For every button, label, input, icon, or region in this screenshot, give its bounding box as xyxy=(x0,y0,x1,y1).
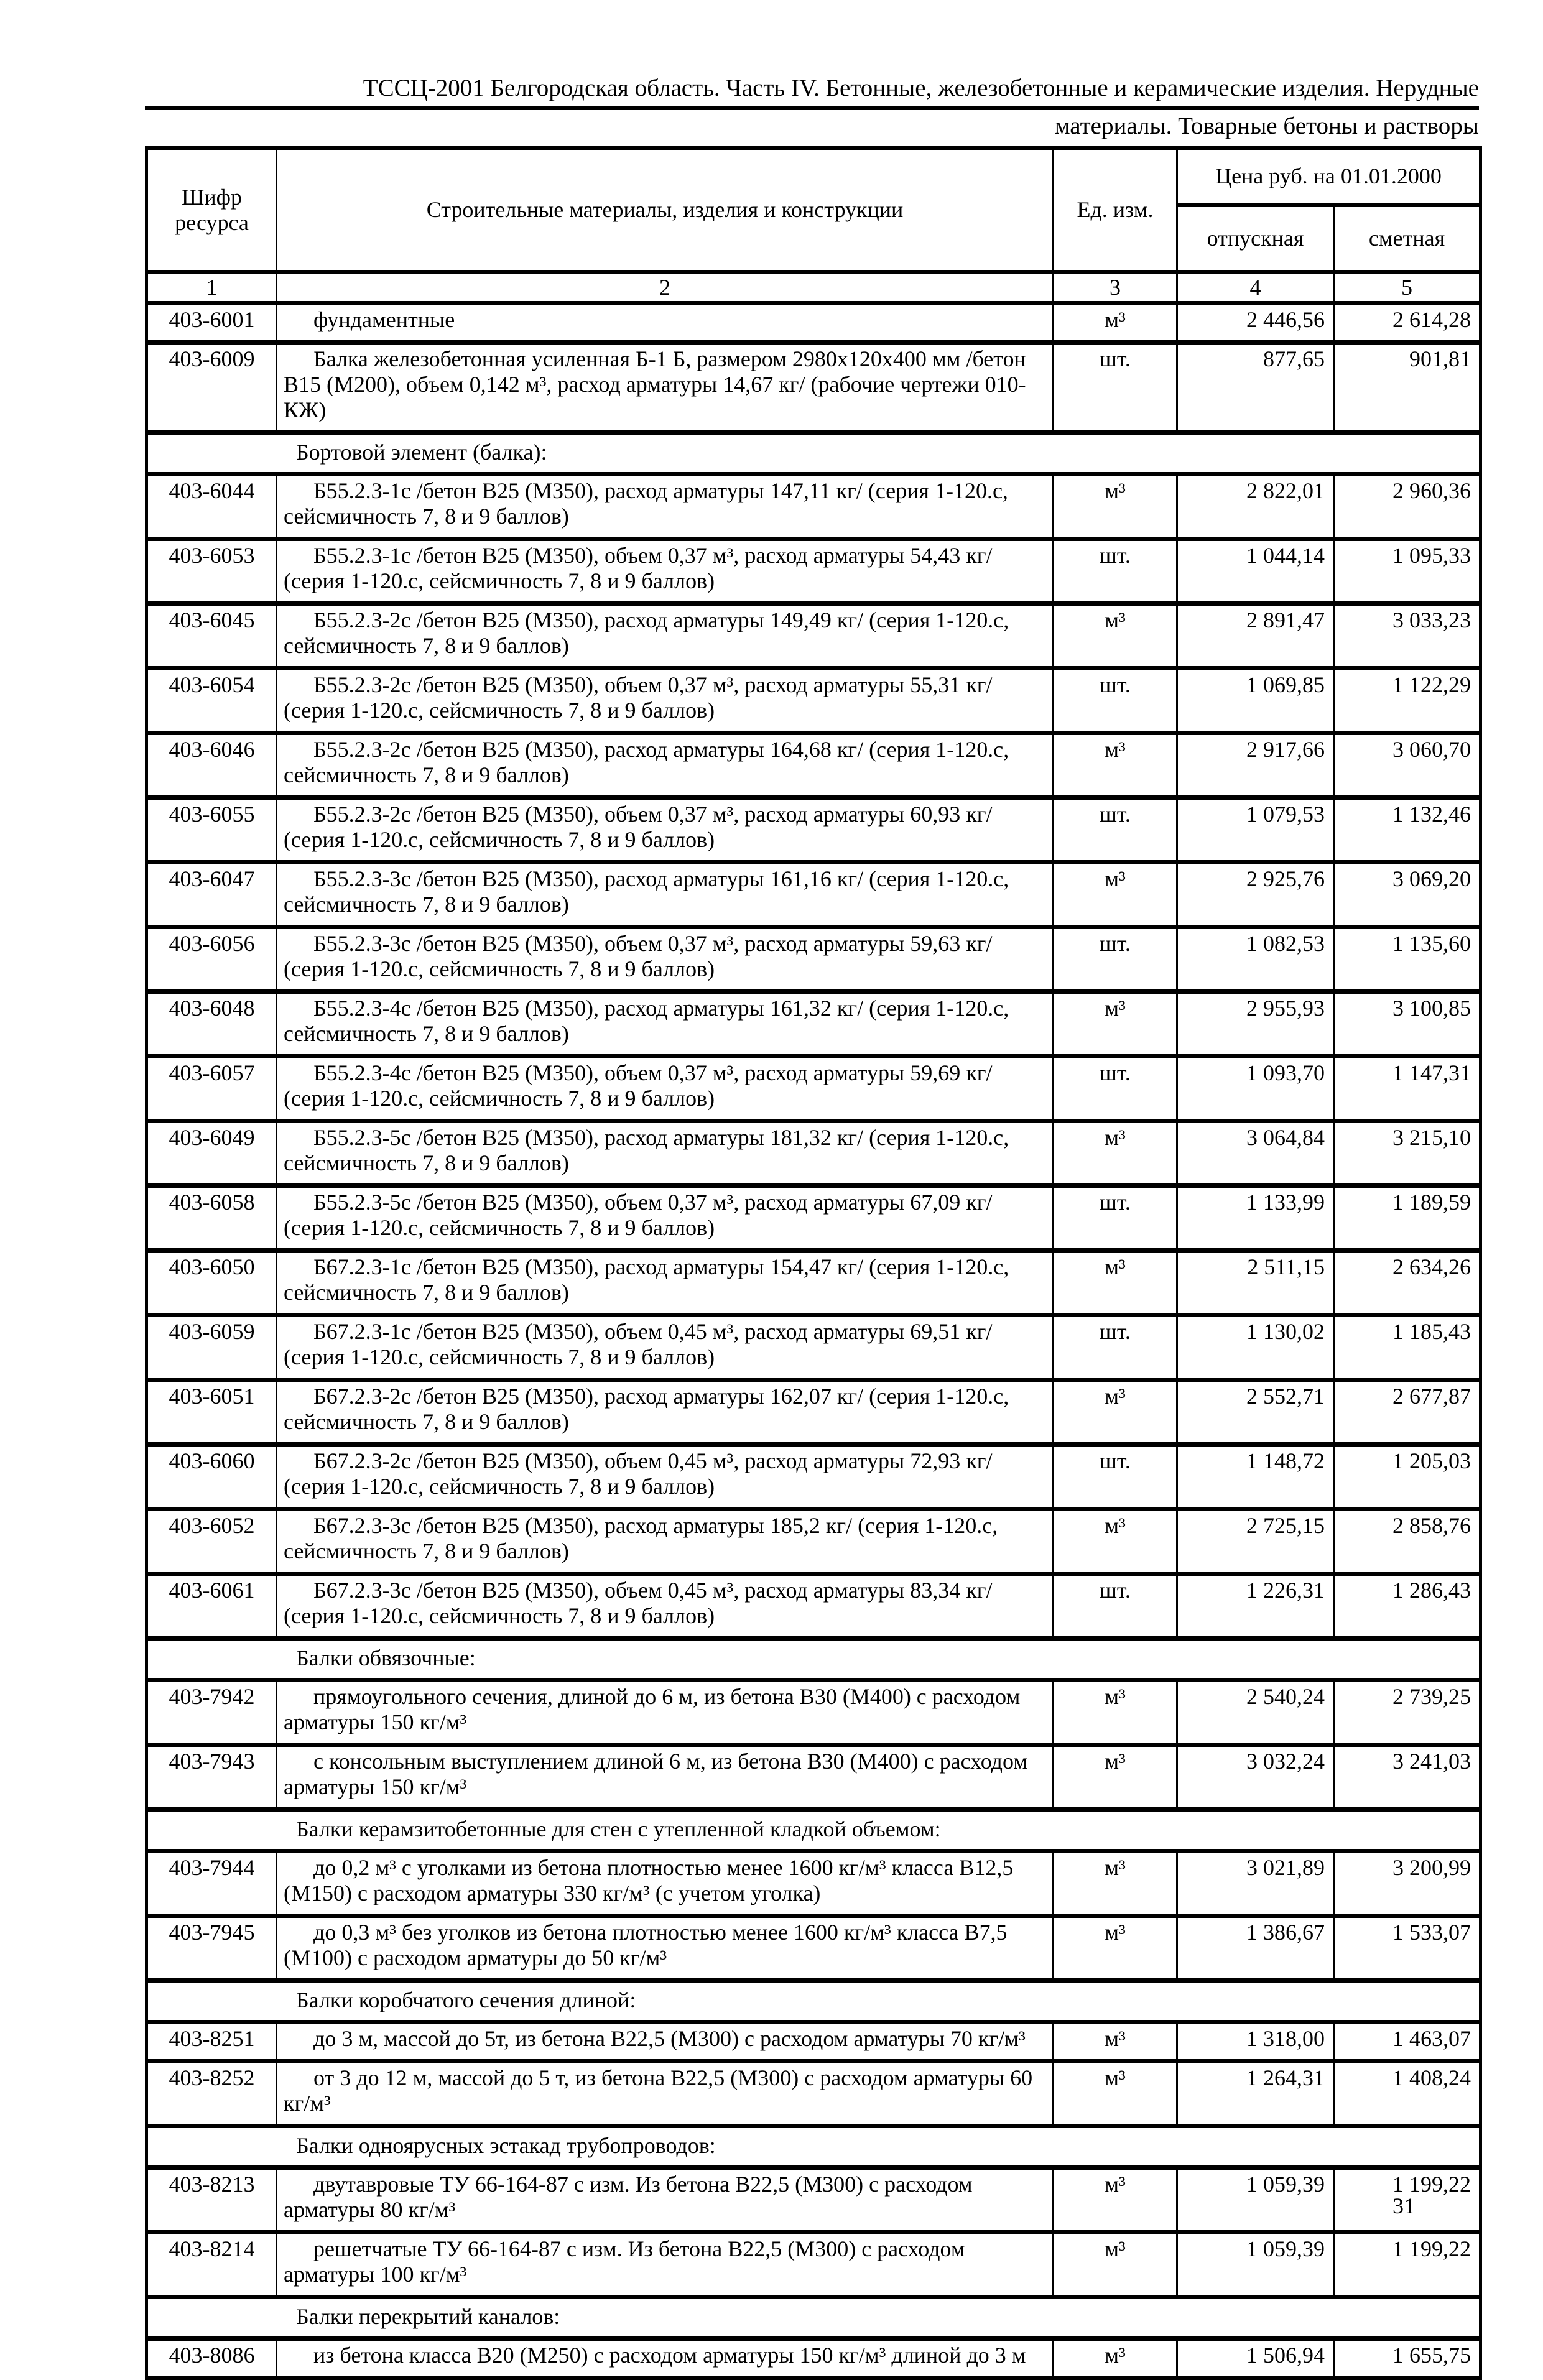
col-header-unit: Ед. изм. xyxy=(1054,148,1177,272)
item-description: Б67.2.3-3с /бетон В25 (М350), расход арматуры 185,2 кг/ (серия 1-120.с, сейсмичность 7, 8 и 9 баллов) xyxy=(277,1509,1054,1574)
table-row xyxy=(147,1851,1481,1916)
section-title: Бортовой элемент (балка): xyxy=(147,433,1481,475)
price-estimate: 1 205,03 xyxy=(1334,1445,1481,1509)
unit-of-measure: м³ xyxy=(1054,1509,1177,1574)
price-selling: 1 059,39 xyxy=(1177,2233,1334,2297)
table-row xyxy=(147,539,1481,604)
resource-code: 403-6048 xyxy=(147,992,277,1057)
table-row xyxy=(147,303,1481,343)
unit-of-measure: шт. xyxy=(1054,343,1177,433)
price-table xyxy=(145,146,1482,2380)
column-number-4: 4 xyxy=(1177,272,1334,303)
column-number-row xyxy=(147,272,1481,303)
price-estimate: 1 199,22 xyxy=(1334,2233,1481,2297)
resource-code: 403-7945 xyxy=(147,1916,277,1981)
doc-title-line2: материалы. Товарные бетоны и растворы xyxy=(1054,113,1479,139)
resource-code: 403-6009 xyxy=(147,343,277,433)
unit-of-measure: м³ xyxy=(1054,2339,1177,2378)
resource-code: 403-6052 xyxy=(147,1509,277,1574)
price-estimate: 3 060,70 xyxy=(1334,733,1481,798)
table-row xyxy=(147,1574,1481,1639)
table-row xyxy=(147,1121,1481,1186)
price-selling: 1 130,02 xyxy=(1177,1315,1334,1380)
table-row xyxy=(147,604,1481,669)
col-header-price-selling: отпускная xyxy=(1177,205,1334,272)
resource-code: 403-8086 xyxy=(147,2339,277,2378)
section-row xyxy=(147,1981,1481,2022)
price-estimate: 1 135,60 xyxy=(1334,927,1481,992)
price-estimate: 2 634,26 xyxy=(1334,1251,1481,1315)
item-description: Б55.2.3-5с /бетон В25 (М350), объем 0,37 м³, расход арматуры 67,09 кг/ (серия 1-120.с, сейсмичность 7, 8 и 9 баллов) xyxy=(277,1186,1054,1251)
resource-code: 403-6060 xyxy=(147,1445,277,1509)
price-selling: 2 552,71 xyxy=(1177,1380,1334,1445)
unit-of-measure: м³ xyxy=(1054,1851,1177,1916)
resource-code: 403-6059 xyxy=(147,1315,277,1380)
item-description: Б55.2.3-2с /бетон В25 (М350), расход арматуры 164,68 кг/ (серия 1-120.с, сейсмичность 7, 8 и 9 баллов) xyxy=(277,733,1054,798)
price-estimate: 2 960,36 xyxy=(1334,475,1481,539)
table-row xyxy=(147,2233,1481,2297)
item-description: от 3 до 12 м, массой до 5 т, из бетона В22,5 (М300) с расходом арматуры 60 кг/м³ xyxy=(277,2062,1054,2126)
section-title: Балки перекрытий каналов: xyxy=(147,2297,1481,2339)
unit-of-measure: м³ xyxy=(1054,2168,1177,2233)
table-row xyxy=(147,669,1481,733)
price-selling: 2 725,15 xyxy=(1177,1509,1334,1574)
unit-of-measure: шт. xyxy=(1054,1057,1177,1121)
unit-of-measure: м³ xyxy=(1054,1251,1177,1315)
column-number-2: 2 xyxy=(277,272,1054,303)
section-title: Балки коробчатого сечения длиной: xyxy=(147,1981,1481,2022)
price-estimate: 1 132,46 xyxy=(1334,798,1481,863)
price-estimate: 1 199,22 xyxy=(1334,2168,1481,2233)
price-estimate: 1 189,59 xyxy=(1334,1186,1481,1251)
resource-code: 403-6058 xyxy=(147,1186,277,1251)
unit-of-measure: м³ xyxy=(1054,733,1177,798)
unit-of-measure: м³ xyxy=(1054,1745,1177,1810)
col-header-price-estimate: сметная xyxy=(1334,205,1481,272)
price-selling: 2 822,01 xyxy=(1177,475,1334,539)
unit-of-measure: м³ xyxy=(1054,475,1177,539)
section-row xyxy=(147,1639,1481,1680)
resource-code: 403-6051 xyxy=(147,1380,277,1445)
col-header-name: Строительные материалы, изделия и конструкции xyxy=(277,148,1054,272)
section-row xyxy=(147,2297,1481,2339)
table-header xyxy=(147,148,1481,303)
table-row xyxy=(147,1916,1481,1981)
price-selling: 1 226,31 xyxy=(1177,1574,1334,1639)
price-estimate: 3 200,99 xyxy=(1334,1851,1481,1916)
page-number: 31 xyxy=(1392,2193,1415,2218)
resource-code: 403-6045 xyxy=(147,604,277,669)
resource-code: 403-6056 xyxy=(147,927,277,992)
item-description: с консольным выступлением длиной 6 м, из бетона В30 (М400) с расходом арматуры 150 кг/м³ xyxy=(277,1745,1054,1810)
price-selling: 1 318,00 xyxy=(1177,2022,1334,2062)
section-row xyxy=(147,433,1481,475)
item-description: Б67.2.3-3с /бетон В25 (М350), объем 0,45 м³, расход арматуры 83,34 кг/ (серия 1-120.с, сейсмичность 7, 8 и 9 баллов) xyxy=(277,1574,1054,1639)
doc-header xyxy=(145,73,1479,141)
price-estimate: 3 241,03 xyxy=(1334,1745,1481,1810)
price-estimate: 3 069,20 xyxy=(1334,863,1481,927)
price-selling: 2 446,56 xyxy=(1177,303,1334,343)
price-selling: 2 917,66 xyxy=(1177,733,1334,798)
price-estimate: 901,81 xyxy=(1334,343,1481,433)
unit-of-measure: м³ xyxy=(1054,1121,1177,1186)
price-estimate: 1 147,31 xyxy=(1334,1057,1481,1121)
price-selling: 877,65 xyxy=(1177,343,1334,433)
price-selling: 2 891,47 xyxy=(1177,604,1334,669)
item-description: Б55.2.3-3с /бетон В25 (М350), расход арматуры 161,16 кг/ (серия 1-120.с, сейсмичность 7, 8 и 9 баллов) xyxy=(277,863,1054,927)
unit-of-measure: шт. xyxy=(1054,539,1177,604)
table-row xyxy=(147,992,1481,1057)
unit-of-measure: шт. xyxy=(1054,798,1177,863)
unit-of-measure: м³ xyxy=(1054,1380,1177,1445)
price-estimate: 1 463,07 xyxy=(1334,2022,1481,2062)
table-row xyxy=(147,2022,1481,2062)
table-row xyxy=(147,1315,1481,1380)
table-row xyxy=(147,2168,1481,2233)
item-description: из бетона класса В20 (М250) с расходом арматуры 150 кг/м³ длиной до 3 м xyxy=(277,2339,1054,2378)
price-selling: 2 955,93 xyxy=(1177,992,1334,1057)
page-content xyxy=(145,73,1479,2380)
price-estimate: 2 677,87 xyxy=(1334,1380,1481,1445)
resource-code: 403-6061 xyxy=(147,1574,277,1639)
price-selling: 1 093,70 xyxy=(1177,1057,1334,1121)
column-number-3: 3 xyxy=(1054,272,1177,303)
price-estimate: 3 215,10 xyxy=(1334,1121,1481,1186)
item-description: Б55.2.3-1с /бетон В25 (М350), объем 0,37 м³, расход арматуры 54,43 кг/ (серия 1-120.с, сейсмичность 7, 8 и 9 баллов) xyxy=(277,539,1054,604)
unit-of-measure: шт. xyxy=(1054,1574,1177,1639)
resource-code: 403-7943 xyxy=(147,1745,277,1810)
price-selling: 1 386,67 xyxy=(1177,1916,1334,1981)
resource-code: 403-6054 xyxy=(147,669,277,733)
price-selling: 1 069,85 xyxy=(1177,669,1334,733)
resource-code: 403-6050 xyxy=(147,1251,277,1315)
section-title: Балки одноярусных эстакад трубопроводов: xyxy=(147,2126,1481,2168)
table-row xyxy=(147,1057,1481,1121)
resource-code: 403-6057 xyxy=(147,1057,277,1121)
price-selling: 3 021,89 xyxy=(1177,1851,1334,1916)
table-row xyxy=(147,2339,1481,2378)
price-estimate: 1 095,33 xyxy=(1334,539,1481,604)
table-row xyxy=(147,1445,1481,1509)
unit-of-measure: м³ xyxy=(1054,863,1177,927)
item-description: Б55.2.3-4с /бетон В25 (М350), объем 0,37 м³, расход арматуры 59,69 кг/ (серия 1-120.с, сейсмичность 7, 8 и 9 баллов) xyxy=(277,1057,1054,1121)
price-estimate: 2 614,28 xyxy=(1334,303,1481,343)
item-description: Б55.2.3-2с /бетон В25 (М350), объем 0,37 м³, расход арматуры 55,31 кг/ (серия 1-120.с, сейсмичность 7, 8 и 9 баллов) xyxy=(277,669,1054,733)
section-title: Балки керамзитобетонные для стен с утепленной кладкой объемом: xyxy=(147,1810,1481,1851)
resource-code: 403-7944 xyxy=(147,1851,277,1916)
price-estimate: 1 655,75 xyxy=(1334,2339,1481,2378)
unit-of-measure: шт. xyxy=(1054,1186,1177,1251)
item-description: двутавровые ТУ 66-164-87 с изм. Из бетона В22,5 (М300) с расходом арматуры 80 кг/м³ xyxy=(277,2168,1054,2233)
resource-code: 403-6047 xyxy=(147,863,277,927)
header-row-main xyxy=(147,148,1481,205)
item-description: Б55.2.3-2с /бетон В25 (М350), расход арматуры 149,49 кг/ (серия 1-120.с, сейсмичность 7, 8 и 9 баллов) xyxy=(277,604,1054,669)
resource-code: 403-8252 xyxy=(147,2062,277,2126)
doc-title-line1: ТССЦ-2001 Белгородская область. Часть IV. Бетонные, железобетонные и керамические изделия. Нерудные xyxy=(363,75,1479,101)
unit-of-measure: шт. xyxy=(1054,669,1177,733)
price-selling: 1 082,53 xyxy=(1177,927,1334,992)
table-row xyxy=(147,2062,1481,2126)
resource-code: 403-7942 xyxy=(147,1680,277,1745)
table-row xyxy=(147,927,1481,992)
item-description: Б67.2.3-1с /бетон В25 (М350), объем 0,45 м³, расход арматуры 69,51 кг/ (серия 1-120.с, сейсмичность 7, 8 и 9 баллов) xyxy=(277,1315,1054,1380)
col-header-price-group: Цена руб. на 01.01.2000 xyxy=(1177,148,1481,205)
unit-of-measure: м³ xyxy=(1054,2022,1177,2062)
table-row xyxy=(147,475,1481,539)
table-body xyxy=(147,303,1481,2378)
item-description: до 3 м, массой до 5т, из бетона В22,5 (М300) с расходом арматуры 70 кг/м³ xyxy=(277,2022,1054,2062)
price-selling: 3 064,84 xyxy=(1177,1121,1334,1186)
item-description: Балка железобетонная усиленная Б-1 Б, размером 2980х120х400 мм /бетон В15 (М200), объем 0,142 м³, расход арматуры 14,67 кг/ (рабочие чертежи 010-КЖ) xyxy=(277,343,1054,433)
price-selling: 3 032,24 xyxy=(1177,1745,1334,1810)
table-row xyxy=(147,1186,1481,1251)
table-row xyxy=(147,1680,1481,1745)
title-divider-rule xyxy=(145,106,1479,110)
price-selling: 2 540,24 xyxy=(1177,1680,1334,1745)
price-estimate: 3 033,23 xyxy=(1334,604,1481,669)
item-description: Б67.2.3-1с /бетон В25 (М350), расход арматуры 154,47 кг/ (серия 1-120.с, сейсмичность 7, 8 и 9 баллов) xyxy=(277,1251,1054,1315)
price-estimate: 3 100,85 xyxy=(1334,992,1481,1057)
table-row xyxy=(147,733,1481,798)
item-description: решетчатые ТУ 66-164-87 с изм. Из бетона В22,5 (М300) с расходом арматуры 100 кг/м³ xyxy=(277,2233,1054,2297)
col-header-code: Шифр ресурса xyxy=(147,148,277,272)
section-row xyxy=(147,1810,1481,1851)
price-selling: 1 148,72 xyxy=(1177,1445,1334,1509)
table-row xyxy=(147,863,1481,927)
price-selling: 1 264,31 xyxy=(1177,2062,1334,2126)
item-description: Б55.2.3-4с /бетон В25 (М350), расход арматуры 161,32 кг/ (серия 1-120.с, сейсмичность 7, 8 и 9 баллов) xyxy=(277,992,1054,1057)
resource-code: 403-8213 xyxy=(147,2168,277,2233)
table-row xyxy=(147,1380,1481,1445)
column-number-1: 1 xyxy=(147,272,277,303)
item-description: Б67.2.3-2с /бетон В25 (М350), расход арматуры 162,07 кг/ (серия 1-120.с, сейсмичность 7, 8 и 9 баллов) xyxy=(277,1380,1054,1445)
section-row xyxy=(147,2126,1481,2168)
price-selling: 1 506,94 xyxy=(1177,2339,1334,2378)
item-description: прямоугольного сечения, длиной до 6 м, из бетона В30 (М400) с расходом арматуры 150 кг/м³ xyxy=(277,1680,1054,1745)
unit-of-measure: м³ xyxy=(1054,2062,1177,2126)
unit-of-measure: м³ xyxy=(1054,992,1177,1057)
price-selling: 1 059,39 xyxy=(1177,2168,1334,2233)
unit-of-measure: м³ xyxy=(1054,1916,1177,1981)
resource-code: 403-6049 xyxy=(147,1121,277,1186)
item-description: Б55.2.3-1с /бетон В25 (М350), расход арматуры 147,11 кг/ (серия 1-120.с, сейсмичность 7, 8 и 9 баллов) xyxy=(277,475,1054,539)
item-description: до 0,2 м³ с уголками из бетона плотностью менее 1600 кг/м³ класса В12,5 (М150) с расходом арматуры 330 кг/м³ (с учетом уголка) xyxy=(277,1851,1054,1916)
unit-of-measure: шт. xyxy=(1054,1445,1177,1509)
price-selling: 2 925,76 xyxy=(1177,863,1334,927)
item-description: фундаментные xyxy=(277,303,1054,343)
resource-code: 403-6044 xyxy=(147,475,277,539)
item-description: до 0,3 м³ без уголков из бетона плотностью менее 1600 кг/м³ класса В7,5 (М100) с расходом арматуры до 50 кг/м³ xyxy=(277,1916,1054,1981)
resource-code: 403-8251 xyxy=(147,2022,277,2062)
table-row xyxy=(147,1509,1481,1574)
table-row xyxy=(147,343,1481,433)
price-estimate: 1 286,43 xyxy=(1334,1574,1481,1639)
unit-of-measure: шт. xyxy=(1054,1315,1177,1380)
unit-of-measure: м³ xyxy=(1054,303,1177,343)
resource-code: 403-6001 xyxy=(147,303,277,343)
table-row xyxy=(147,1251,1481,1315)
unit-of-measure: м³ xyxy=(1054,1680,1177,1745)
price-estimate: 1 533,07 xyxy=(1334,1916,1481,1981)
resource-code: 403-8214 xyxy=(147,2233,277,2297)
price-selling: 1 044,14 xyxy=(1177,539,1334,604)
unit-of-measure: м³ xyxy=(1054,604,1177,669)
item-description: Б55.2.3-5с /бетон В25 (М350), расход арматуры 181,32 кг/ (серия 1-120.с, сейсмичность 7, 8 и 9 баллов) xyxy=(277,1121,1054,1186)
unit-of-measure: м³ xyxy=(1054,2233,1177,2297)
item-description: Б67.2.3-2с /бетон В25 (М350), объем 0,45 м³, расход арматуры 72,93 кг/ (серия 1-120.с, сейсмичность 7, 8 и 9 баллов) xyxy=(277,1445,1054,1509)
item-description: Б55.2.3-3с /бетон В25 (М350), объем 0,37 м³, расход арматуры 59,63 кг/ (серия 1-120.с, сейсмичность 7, 8 и 9 баллов) xyxy=(277,927,1054,992)
table-row xyxy=(147,1745,1481,1810)
resource-code: 403-6055 xyxy=(147,798,277,863)
resource-code: 403-6046 xyxy=(147,733,277,798)
unit-of-measure: шт. xyxy=(1054,927,1177,992)
price-selling: 1 133,99 xyxy=(1177,1186,1334,1251)
resource-code: 403-6053 xyxy=(147,539,277,604)
price-estimate: 2 739,25 xyxy=(1334,1680,1481,1745)
item-description: Б55.2.3-2с /бетон В25 (М350), объем 0,37 м³, расход арматуры 60,93 кг/ (серия 1-120.с, сейсмичность 7, 8 и 9 баллов) xyxy=(277,798,1054,863)
price-estimate: 1 408,24 xyxy=(1334,2062,1481,2126)
price-selling: 1 079,53 xyxy=(1177,798,1334,863)
price-estimate: 1 185,43 xyxy=(1334,1315,1481,1380)
price-estimate: 1 122,29 xyxy=(1334,669,1481,733)
price-estimate: 2 858,76 xyxy=(1334,1509,1481,1574)
section-title: Балки обвязочные: xyxy=(147,1639,1481,1680)
table-row xyxy=(147,798,1481,863)
price-selling: 2 511,15 xyxy=(1177,1251,1334,1315)
column-number-5: 5 xyxy=(1334,272,1481,303)
